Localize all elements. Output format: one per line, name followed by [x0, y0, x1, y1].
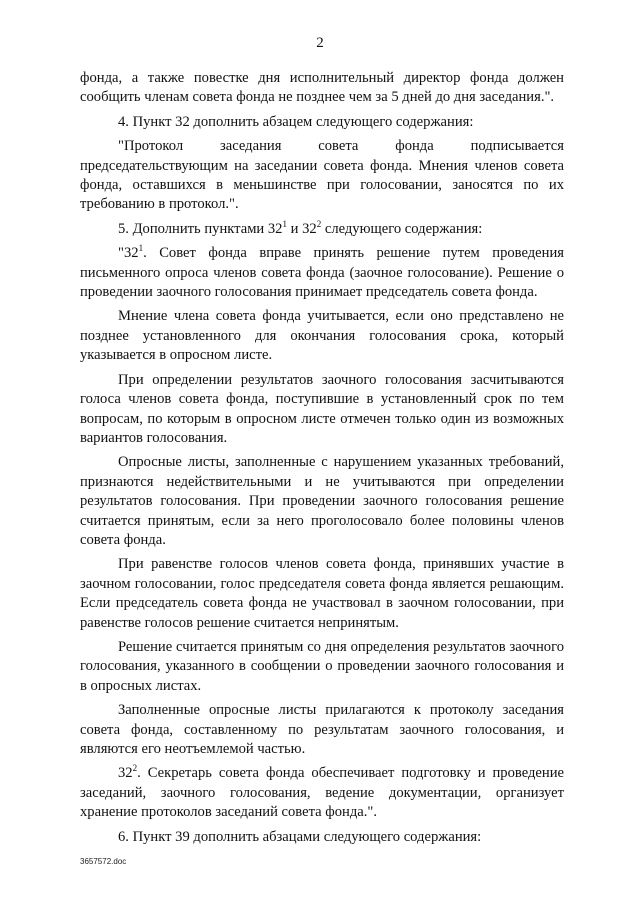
item-5-text-start: 5. Дополнить пунктами 32: [118, 220, 283, 237]
clause-32-2-number: 32: [118, 765, 133, 782]
page-number: 2: [316, 35, 324, 51]
clause-32-1-number: "32: [118, 245, 139, 262]
item-5-text-middle: и 32: [286, 220, 317, 237]
paragraph-tie-vote: При равенстве голосов членов совета фонда, принявших участие в заочном голосовании, голос председателя совета фонда является решающим. Если председатель совета фонда не участвовал в заочном голосовании, при равенстве голосов решение считается непринятым.: [80, 556, 564, 631]
clause-32-1-text: . Совет фонда вправе принять решение путем проведения письменного опроса членов совета фонда (заочное голосование). Решение о проведении заочного голосования принимает председатель совета фонда.: [80, 245, 564, 301]
paragraph-continuation: фонда, а также повестке дня исполнительный директор фонда должен сообщить членам совета фонда не позднее чем за 5 дней до дня заседания.".: [80, 70, 564, 106]
document-body: [80, 69, 564, 847]
paragraph-invalid-ballots: Опросные листы, заполненные с нарушением указанных требований, признаются недействительными и не учитываются при определении результатов голосования. При проведении заочного голосования решение считается принятым, если за него проголосовало более половины членов совета фонда.: [80, 454, 564, 548]
paragraph-item-4: 4. Пункт 32 дополнить абзацем следующего содержания:: [118, 113, 474, 130]
paragraph-item-5: [80, 220, 564, 239]
superscript-1: 1: [282, 218, 287, 229]
paragraph-ballots-attached: Заполненные опросные листы прилагаются к протоколу заседания совета фонда, составленному по результатам заочного голосования, и являются его неотъемлемой частью.: [80, 702, 564, 757]
paragraph-clause-32-2: [80, 764, 564, 822]
paragraph-clause-32-1: [80, 244, 564, 302]
superscript-2: 2: [316, 218, 322, 229]
document-file-code: 3657572.doc: [80, 857, 127, 866]
paragraph-item-6: 6. Пункт 39 дополнить абзацами следующего содержания:: [118, 828, 482, 845]
paragraph-decision-date: Решение считается принятым со дня определения результатов заочного голосования, указанного в сообщении о проведении заочного голосования и в опросных листах.: [80, 638, 564, 694]
superscript-1: 1: [138, 243, 144, 254]
paragraph-protocol-quote: "Протокол заседания совета фонда подписывается председательствующим на заседании совета фонда. Мнения членов совета фонда, оставшихся в меньшинстве при голосовании, заносятся по их требованию в протокол.".: [80, 138, 564, 213]
superscript-2: 2: [132, 763, 138, 774]
paragraph-results-counting: При определении результатов заочного голосования засчитываются голоса членов совета фонда, поступившие в установленный срок по тем вопросам, по которым в опросном листе отмечен только один из возможных вариантов голосования.: [80, 371, 564, 446]
item-5-text-end: следующего содержания:: [321, 220, 483, 237]
paragraph-member-opinion: Мнение члена совета фонда учитывается, если оно представлено не позднее установленного для окончания голосования срока, который указывается в опросном листе.: [80, 308, 564, 364]
clause-32-2-text: . Секретарь совета фонда обеспечивает подготовку и проведение заседаний, заочного голосования, ведение документации, организует хранение протоколов заседаний совета фонда.".: [80, 765, 564, 821]
